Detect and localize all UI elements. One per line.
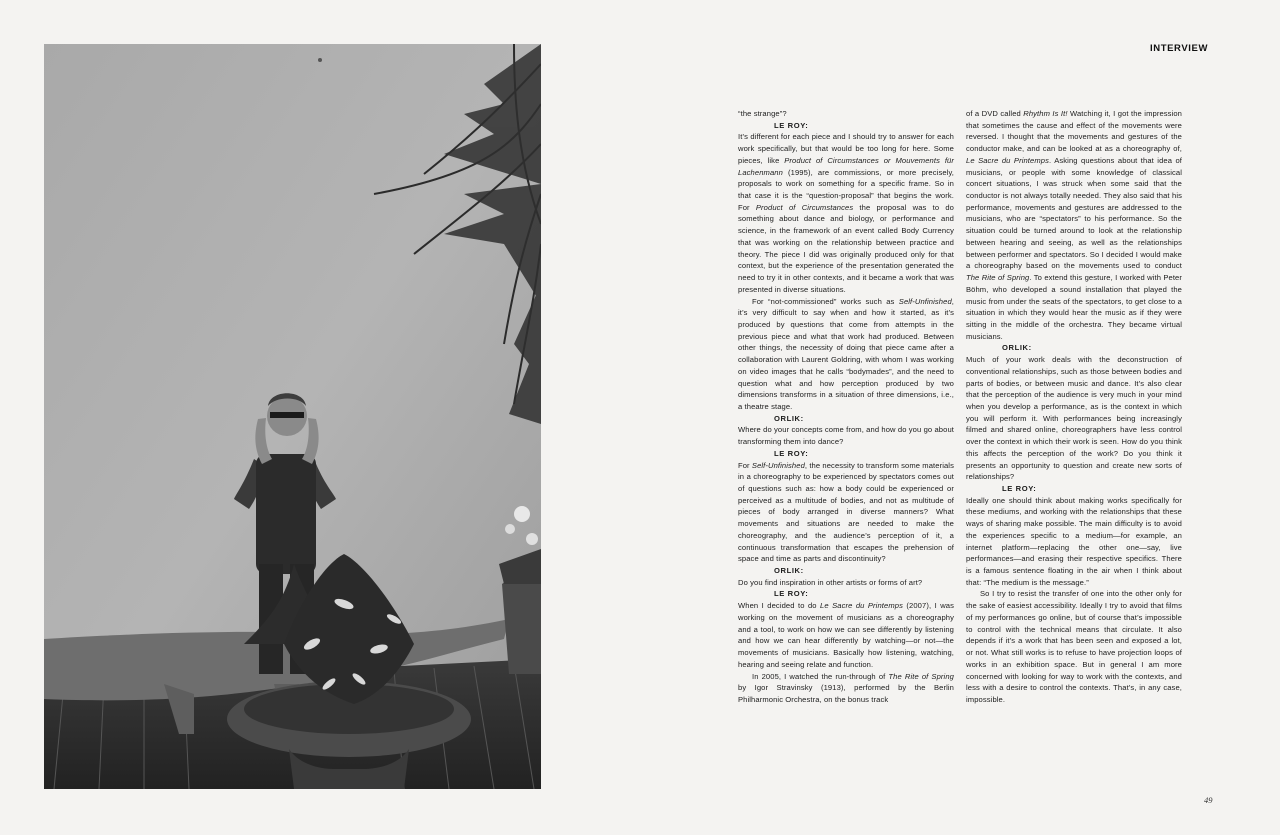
paragraph: Much of your work deals with the deconstruction of conventional relationships, such as those between bodies and parts of bodies, or between music and dance. It’s also clear that the perception of the audience is very much in your mind when you develop a performance, as is the context in which you will perform it. With performances being increasingly filmed and shared online, choreographers have less control over the context in which their work is seen. How do you think this affects the perception of the work? Do you think it presents an opportunity to question and create new sorts of relationships? bbox=[966, 355, 1182, 482]
text-column-1 bbox=[738, 108, 954, 706]
portrait-photo bbox=[44, 44, 541, 789]
paragraph: For Self-Unfinished, the necessity to transform some materials in a choreography to be experienced by spectators comes out of questions such as: how a body could be experienced or perceived as a multitude of bodies, and not as multitude of pieces of body arranged in diverse manners? What movements and situations are needed to make the choreography, and the audience’s perception of it, a continuous transformation that escapes the prehension of space and time as parts and discontinuity? bbox=[738, 460, 954, 564]
page-number: 49 bbox=[1204, 795, 1213, 805]
paragraph: So I try to resist the transfer of one into the other only for the sake of easiest accessibility. Ideally I try to avoid that films of my performances go online, but of course that’s impossible to control with the technical means that circulate. It also depends if it’s a work that has been seen and exposed a lot, or not. What still works is to refuse to have projection loops of works in an exhibition space. But in general I am more concerned with looking for way to work with the contexts, and less with a desire to control the contexts. That’s, in any case, impossible. bbox=[966, 589, 1182, 704]
speaker-label: LE ROY: bbox=[774, 589, 809, 599]
speaker-label: ORLIK: bbox=[774, 566, 804, 576]
photo-illustration bbox=[44, 44, 541, 789]
paragraph: For “not-commissioned” works such as Self-Unfinished, it’s very difficult to say when and how it started, as it’s produced by questions that come from attempts in the previous piece and what that work had produced. Between other things, the necessity of doing that piece came after a collaboration with Laurent Goldring, with whom I was working on video images that he calls “bodymades”, and the need to question what and how perception produced by two dimensions transforms in a situation of three dimensions, i.e., a theatre stage. bbox=[738, 296, 954, 411]
paragraph: of a DVD called Rhythm Is It! Watching it, I got the impression that sometimes the cause and effect of the movements were reversed. I thought that the movements and gestures of the conductor make, and can be looked at as a choreography of, Le Sacre du Printemps. Asking questions about that idea of musicians, or people with some knowledge of classical concert situations, I was struck when some said that the conductor is not always totally needed. They also said that his performance, movements and gestures are addressed to the musicians, who are “spectators” to his performance. So the situation could be turned around to look at the relationship between hearing and seeing, as well as the relationships between performer and spectators. So I decided I would make a choreography based on the movements used to conduct The Rite of Spring. To extend this gesture, I worked with Peter Böhm, who developed a sound installation that played the music from under the seats of the spectators, to get close to a situation in which they would hear the music as if they were sitting in the middle of the orchestra. They became virtual musicians. bbox=[966, 109, 1182, 341]
speaker-label: LE ROY: bbox=[774, 448, 809, 458]
paragraph: When I decided to do Le Sacre du Printemps (2007), I was working on the movement of musicians as a choreography and a tool, to work on how we can see differently by listening and how we can hear differently by watching—or not—the movements of musicians. Basically how listening, watching, hearing and seeing relate and function. bbox=[738, 601, 955, 669]
paragraph: Where do your concepts come from, and how do you go about transforming them into dance? bbox=[738, 425, 954, 447]
speaker-label: ORLIK: bbox=[774, 413, 804, 423]
paragraph: In 2005, I watched the run-through of The Rite of Spring by Igor Stravinsky (1913), performed by the Berlin Philharmonic Orchestra, on the bonus track bbox=[738, 671, 954, 704]
wall-hook bbox=[318, 58, 322, 62]
text-column-2 bbox=[966, 108, 1182, 706]
paragraph: It’s different for each piece and I should try to answer for each work specifically, but that would be too long for here. Some pieces, like Product of Circumstances or Mouvements für Lachenmann (1995), are commissions, or more precisely, proposals to work on something for a specific frame. So in that case it is the “question-proposal” that begins the work. For Product of Circumstances the proposal was to do something about dance and biology, or performance and science, in the framework of an event called Body Currency that was working on the relationship between practice and theory. The piece I did was originally produced only for that context, but the experience of the presentation generated the need to try it in other contexts, and it became a work that was presented in diverse situations. bbox=[738, 132, 954, 294]
speaker-label: ORLIK: bbox=[1002, 343, 1032, 353]
speaker-label: LE ROY: bbox=[1002, 484, 1037, 493]
paragraph: Ideally one should think about making works specifically for these mediums, and working with the relationships that these ways of sharing make possible. The main difficulty is to avoid the experiences specific to a medium—for example, an internet platform—replacing the other one—say, live performances—and erasing their respective specifics. There is a famous sentence floating in the air when I think about that: “The medium is the message.” bbox=[966, 495, 1182, 587]
section-label: INTERVIEW bbox=[1150, 43, 1209, 54]
speaker-label: LE ROY: bbox=[774, 120, 809, 130]
paragraph: “the strange”? bbox=[738, 109, 787, 118]
paragraph: Do you find inspiration in other artists or forms of art? bbox=[738, 577, 923, 587]
